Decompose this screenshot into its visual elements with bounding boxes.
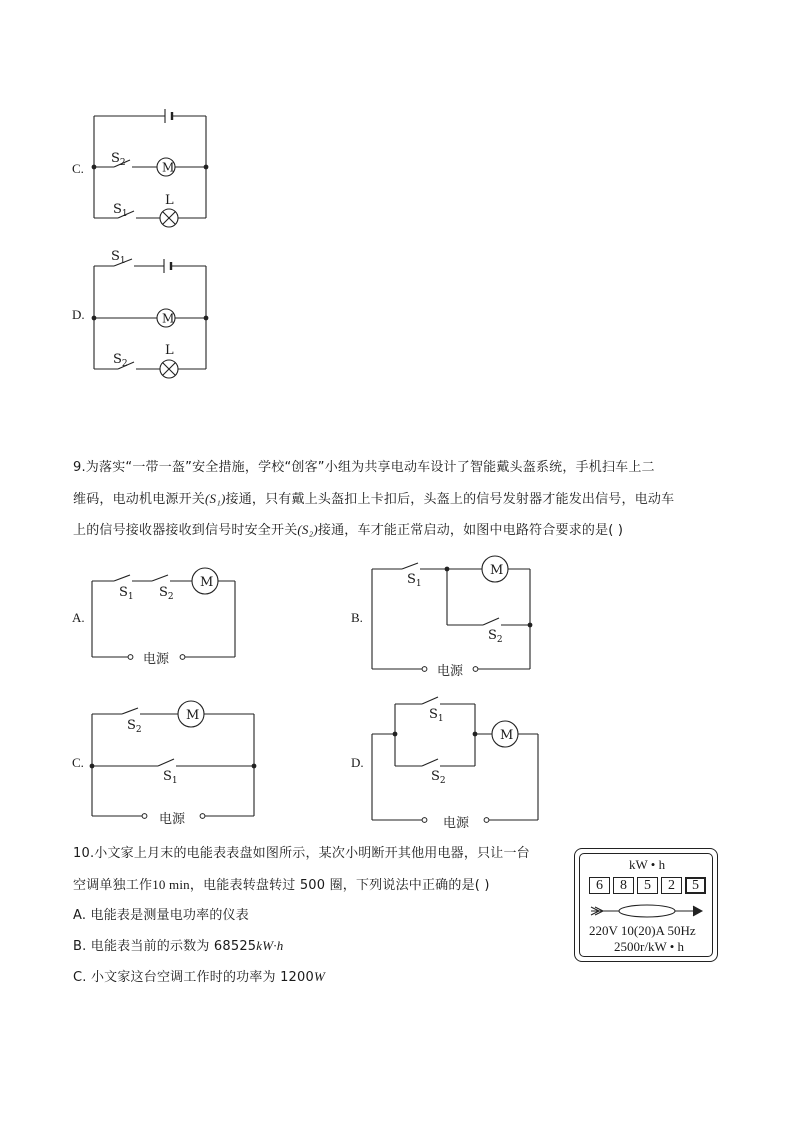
q8-option-c-label: C. xyxy=(72,161,84,176)
power-source-label: 电源 xyxy=(143,652,170,667)
power-source-label: 电源 xyxy=(159,812,186,827)
svg-text:S1: $S_1$ xyxy=(119,585,134,602)
label-s2: S xyxy=(159,585,168,600)
meter-disc-arrow-icon xyxy=(589,901,705,921)
switch-s2 xyxy=(152,575,168,581)
switch-s2 xyxy=(122,708,138,714)
label-s1: S xyxy=(119,585,128,600)
q8-option-d-circuit xyxy=(80,248,220,383)
q9-line-3: 上的信号接收器接收到信号时安全开关(S₂)接通，车才能正常启动，如图中电路符合要求的是( ) xyxy=(73,522,624,538)
meter-digit: 6 xyxy=(589,877,610,894)
label-s2: S xyxy=(488,628,497,643)
label-s2: S xyxy=(113,352,122,367)
label-s1: S xyxy=(407,572,416,587)
svg-text:S2: $S_2$ xyxy=(431,769,446,786)
svg-text:S1: $S_1$ xyxy=(113,202,128,219)
var-s2: (S₂) xyxy=(297,522,318,537)
switch-s1 xyxy=(114,575,130,581)
svg-text:S1: $S_1$ xyxy=(163,769,178,786)
q9-option-c-label[interactable]: C. xyxy=(72,755,84,770)
q9-option-a-label[interactable]: A. xyxy=(72,610,85,625)
svg-text:S1: $S_1$ xyxy=(407,572,422,589)
label-s2: S xyxy=(111,151,120,166)
q9-option-d-label[interactable]: D. xyxy=(351,755,364,770)
svg-text:S2: $S_2$ xyxy=(159,585,174,602)
switch-s1 xyxy=(158,759,174,766)
electric-meter xyxy=(574,848,718,962)
meter-rate: 2500r/kW • h xyxy=(614,939,685,954)
svg-text:S2: $S_2$ xyxy=(113,352,128,369)
switch-s2 xyxy=(422,759,438,766)
svg-text:S2: $S_2$ xyxy=(127,718,142,735)
svg-text:S1: $S_1$ xyxy=(429,707,444,724)
switch-s1 xyxy=(402,563,418,569)
q10-option-b[interactable]: B. 电能表当前的示数为 68525kW·h xyxy=(73,938,284,954)
svg-text:S1: $S_1$ xyxy=(111,249,126,266)
q8-option-c-circuit xyxy=(80,100,220,235)
motor-label: M xyxy=(162,311,175,326)
meter-digit-last: 5 xyxy=(685,877,706,894)
q8-option-d-label: D. xyxy=(72,307,85,322)
lamp-label: L xyxy=(165,343,174,358)
switch-s2 xyxy=(483,618,499,625)
meter-unit: kW • h xyxy=(629,857,666,872)
q9-option-b-label[interactable]: B. xyxy=(351,610,363,625)
motor-label: M xyxy=(200,575,214,590)
q9-line-2: 维码，电动机电源开关(S₁)接通，只有戴上头盔扣上卡扣后，头盔上的信号发射器才能发出信号，电动车 xyxy=(73,491,675,507)
motor-label: M xyxy=(490,563,504,578)
time-value: 10 min xyxy=(152,877,190,892)
switch-s1 xyxy=(422,697,438,704)
q10-line-1: 10.小文家上月末的电能表表盘如图所示，某次小明断开其他用电器，只让一台 xyxy=(73,846,530,861)
var-s1: (S₁) xyxy=(205,491,226,506)
motor-label: M xyxy=(186,708,200,723)
power-source-label: 电源 xyxy=(437,664,464,679)
meter-digit: 8 xyxy=(613,877,634,894)
motor-label: M xyxy=(162,160,175,175)
q9-option-c-circuit xyxy=(85,698,265,828)
label-s1: S xyxy=(163,769,172,784)
lamp-label: L xyxy=(165,193,174,208)
power-source-label: 电源 xyxy=(443,816,470,831)
label-s1: S xyxy=(113,202,122,217)
q10-option-c[interactable]: C. 小文家这台空调工作时的功率为 1200W xyxy=(73,969,325,985)
svg-text:S2: $S_2$ xyxy=(488,628,503,645)
q9-option-b-circuit xyxy=(365,553,540,683)
q10-option-a[interactable]: A. 电能表是测量电功率的仪表 xyxy=(73,908,249,923)
meter-spec: 220V 10(20)A 50Hz xyxy=(589,923,696,938)
q9-option-d-circuit xyxy=(365,688,545,831)
label-s2: S xyxy=(431,769,440,784)
svg-text:S2: $S_2$ xyxy=(111,151,126,168)
meter-digit: 2 xyxy=(661,877,682,894)
q9-line-1: 9.为落实“一带一盔”安全措施，学校“创客”小组为共享电动车设计了智能戴头盔系统，手机扫车上二 xyxy=(73,460,655,475)
label-s1: S xyxy=(429,707,438,722)
label-s1: S xyxy=(111,249,120,264)
label-s2: S xyxy=(127,718,136,733)
meter-digit: 5 xyxy=(637,877,658,894)
q9-option-a-circuit xyxy=(85,565,245,670)
motor-label: M xyxy=(500,728,514,743)
q10-line-2: 空调单独工作10 min，电能表转盘转过 500 圈，下列说法中正确的是( ) xyxy=(73,877,490,893)
